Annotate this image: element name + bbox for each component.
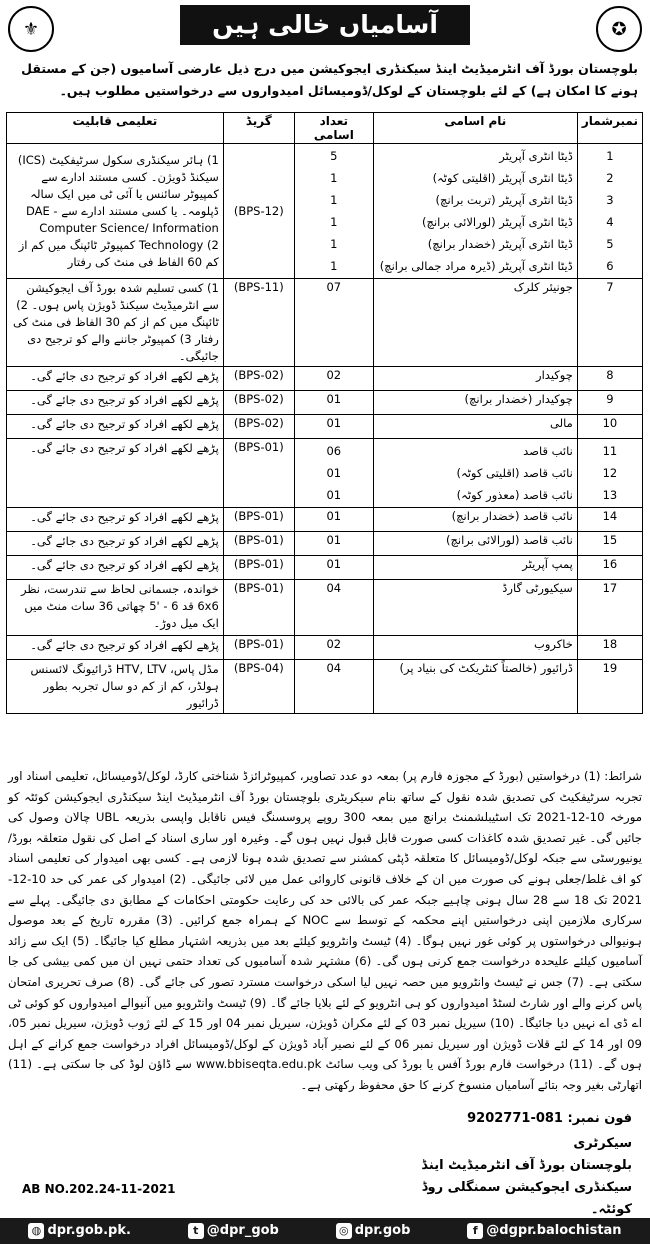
post-cell: ڈرائیور (خالصتاً کنٹریکٹ کی بنیاد پر) [373,660,577,714]
qualification-cell: پڑھے لکھے افراد کو ترجیح دی جائے گی۔ [7,508,224,532]
qualification-cell: پڑھے لکھے افراد کو ترجیح دی جائے گی۔ [7,556,224,580]
header-count: تعداد اسامی [294,113,373,144]
grade-cell: (BPS-01) [223,532,294,556]
table-row [7,508,643,532]
qualification-cell: پڑھے لکھے افراد کو ترجیح دی جائے گی۔ [7,532,224,556]
grade-cell: (BPS-04) [223,660,294,714]
post-cell: مالی [373,415,577,439]
advertisement-reference: AB NO.202.24-11-2021 [22,1182,176,1196]
count-cell: 02 [294,636,373,660]
sn-cell: 1 2 3 4 5 6 [577,144,642,279]
government-emblem-icon: ✪ [596,6,642,52]
sn-cell: 15 [577,532,642,556]
table-row [7,367,643,391]
post-cell: خاکروب [373,636,577,660]
table-row [7,556,643,580]
table-row [7,580,643,636]
count-cell: 5 1 1 1 1 1 [294,144,373,279]
qualification-cell: پڑھے لکھے افراد کو ترجیح دی جائے گی۔ [7,636,224,660]
qualification-cell: پڑھے لکھے افراد کو ترجیح دی جائے گی۔ [7,415,224,439]
vacancies-table [6,112,643,714]
footer-bar [0,1218,650,1244]
sn-cell: 18 [577,636,642,660]
sn-cell: 9 [577,391,642,415]
qualification-cell: 1) ہائر سیکنڈری سکول سرٹیفکیٹ (ICS) سیکنڈ ڈویژن۔ کسی مستند ادارے سے کمپیوٹر سائنس یا آئی ٹی میں ایک سالہ ڈپلومہ۔ یا کسی مستند ادارے سے DAE - Computer Science/ Information Technology (2 کمپیوٹر ٹائپنگ میں کم از کم 60 الفاظ فی منٹ کی رفتار [7,144,224,279]
globe-icon: ◍ [28,1223,44,1239]
table-header-row [7,113,643,144]
count-cell: 01 [294,415,373,439]
header-sn: نمبرشمار [577,113,642,144]
grade-cell: (BPS-11) [223,279,294,367]
grade-cell: (BPS-01) [223,508,294,532]
count-cell: 04 [294,660,373,714]
qualification-cell: خواندہ، جسمانی لحاظ سے تندرست، نظر 6x6 قد 6 - '5 چھاتی 36 سات منٹ میں ایک میل دوڑ۔ [7,580,224,636]
footer-instagram[interactable]: ◎ dpr.gob [336,1223,411,1239]
grade-cell: (BPS-01) [223,580,294,636]
table-row [7,636,643,660]
post-cell: نائب قاصد نائب قاصد (اقلیتی کوٹہ) نائب قاصد (معذور کوٹہ) [373,439,577,508]
count-cell: 07 [294,279,373,367]
sn-cell: 19 [577,660,642,714]
table-row [7,439,643,508]
post-cell: جونیئر کلرک [373,279,577,367]
table-row [7,532,643,556]
count-cell: 06 01 01 [294,439,373,508]
qualification-cell: پڑھے لکھے افراد کو ترجیح دی جائے گی۔ [7,391,224,415]
grade-cell: (BPS-02) [223,415,294,439]
table-row [7,415,643,439]
grade-cell: (BPS-01) [223,636,294,660]
grade-cell: (BPS-01) [223,556,294,580]
intro-text: بلوچستان بورڈ آف انٹرمیڈیٹ اینڈ سیکنڈری ایجوکیشن میں درج ذیل عارضی آسامیوں (جن کے مستقل ہونے کا امکان ہے) کے لئے بلوچستان کے لوکل/ڈومیسائل امیدواروں سے درخواستیں مطلوب ہیں۔ [21,61,638,98]
footer-facebook[interactable]: f @dgpr.balochistan [467,1223,621,1239]
board-seal-icon: ⚜ [8,6,54,52]
sn-cell: 10 [577,415,642,439]
grade-cell: (BPS-02) [223,367,294,391]
sn-cell: 14 [577,508,642,532]
count-cell: 04 [294,580,373,636]
post-cell: چوکیدار [373,367,577,391]
qualification-cell: پڑھے لکھے افراد کو ترجیح دی جائے گی۔ [7,439,224,508]
post-cell: چوکیدار (خضدار برانچ) [373,391,577,415]
grade-cell: (BPS-02) [223,391,294,415]
qualification-cell: پڑھے لکھے افراد کو ترجیح دی جائے گی۔ [7,367,224,391]
sn-cell: 16 [577,556,642,580]
table-row [7,144,643,279]
signature-block [392,1133,632,1221]
signature-org-line1: بلوچستان بورڈ آف انٹرمیڈیٹ اینڈ [421,1158,632,1173]
grade-cell: (BPS-01) [223,439,294,508]
sn-cell: 7 [577,279,642,367]
header-grade: گریڈ [223,113,294,144]
page-title: آسامیاں خالی ہیں [180,5,470,45]
header-qualification: تعلیمی قابلیت [7,113,224,144]
facebook-icon: f [467,1223,483,1239]
post-cell: سیکیورٹی گارڈ [373,580,577,636]
count-cell: 01 [294,532,373,556]
count-cell: 01 [294,391,373,415]
post-cell: نائب قاصد (لورالائی برانچ) [373,532,577,556]
count-cell: 02 [294,367,373,391]
twitter-icon: t [188,1223,204,1239]
phone-number: 081-9202771 [467,1111,563,1126]
count-cell: 01 [294,508,373,532]
qualification-cell: مڈل پاس، HTV, LTV ڈرائیونگ لائسنس ہولڈر، کم از کم دو سال تجربہ بطور ڈرائیور [7,660,224,714]
phone-label: فون نمبر: [567,1111,632,1126]
terms-and-conditions: شرائط: (1) درخواستیں (بورڈ کے مجوزہ فارم پر) بمعہ دو عدد تصاویر، کمپیوٹرائزڈ شناختی کارڈ، لوکل/ڈومیسائل، تعلیمی اسناد اور تجربہ سرٹیفکیٹ کی تصدیق شدہ نقول کے ساتھ بنام سیکریٹری بلوچستان بورڈ آف انٹرمیڈیٹ اینڈ سیکنڈری ایجوکیشن کوئٹہ کو مورخہ 10-12-2021 تک اسٹیبلشمنٹ برانچ میں بمعہ 300 روپے پروسسنگ فیس ناقابل واپسی بذریعہ UBL چالان وصول کی جائیں گی۔ غیر تصدیق شدہ کاغذات کسی صورت قابل قبول نہیں ہوں گے۔ وغیرہ اور ساری اسناد کے اصل کی نقول متعلقہ بورڈ/یونیورسٹی سے جبکہ لوکل/ڈومیسائل کا متعلقہ ڈپٹی کمشنر سے تصدیق شدہ ہونا لازمی ہے۔ کسی بھی امیدوار کی تعلیمی اسناد کو اف غلط/جعلی ہونے کی صورت میں ان کے خلاف قانونی کاروائی عمل میں لائی جائیگی۔ (2) امیدوار کی عمر کی حد 10-12-2021 تک 18 سے 28 سال ہونی چاہیے جبکہ عمر کی بالائی حد کی رعایت حکومتی احکامات کے مطابق دی جائیگی۔ پہلے سے سرکاری ملازمین اپنی درخواستیں اپنے محکمہ کے توسط سے NOC کے ہمراہ جمع کرائیں۔ (3) مقررہ تاریخ کے بعد موصول ہونیوالی درخواستوں پر کوئی غور نہیں ہوگا۔ (4) ٹیسٹ وانٹرویو کیلئے بعد میں بذریعہ اشتہار مطلع کیا جائیگا۔ (5) ایک سے زائد آسامیوں کیلئے علیحدہ درخواست جمع کرنی ہوں گی۔ (6) مشتہر شدہ آسامیوں کی تعداد حتمی نہیں ان میں کمی بیشی کی جا سکتی ہے۔ (7) جس نے ٹیسٹ وانٹرویو میں حصہ نہیں لیا اسکی درخواست مسترد تصور کی جائے گی۔ (8) صرف تحریری امتحان پاس کرنے والے اور شارٹ لسٹڈ امیدواروں کو ہی انٹرویو کے لئے بلایا جائے گا۔ (9) ٹیسٹ وانٹرویو میں آنیوالے امیدواروں کو کوئی ٹی اے ڈی اے نہیں دیا جائیگا۔ (10) سیریل نمبر 03 کے لئے مکران ڈویژن، سیریل نمبر 04 اور 15 کے لئے ژوب ڈویژن، سیریل نمبر 05، 09 اور 14 کے لئے قلات ڈویژن اور سیریل نمبر 06 کے لئے نصیر آباد ڈویژن کے لوکل/ڈومیسائل افراد درخواست جمع کرانے کے اہل ہوں گے۔ (11) درخواست فارم بورڈ آفس یا بورڈ کی ویب سائٹ www.bbiseqta.edu.pk سے ڈاؤن لوڈ کی جا سکتی ہے۔ (11) اتھارٹی بغیر وجہ بتائے آسامیاں منسوخ کرنے کا حق محفوظ رکھتی ہے۔ [8,769,643,1092]
signature-org-line2: سیکنڈری ایجوکیشن سمنگلی روڈ کوئٹہ۔ [421,1180,632,1217]
post-cell: نائب قاصد (خضدار برانچ) [373,508,577,532]
signature-title: سیکرٹری [573,1136,632,1151]
count-cell: 01 [294,556,373,580]
instagram-icon: ◎ [336,1223,352,1239]
footer-website[interactable]: ◍ dpr.gob.pk. [28,1223,130,1239]
sn-cell: 8 [577,367,642,391]
sn-cell: 17 [577,580,642,636]
post-cell: ڈیٹا انٹری آپریٹر ڈیٹا انٹری آپریٹر (اقلیتی کوٹہ) ڈیٹا انٹری آپریٹر (تربت برانچ) ڈیٹا انٹری آپریٹر (لورالائی برانچ) ڈیٹا انٹری آپریٹر (خضدار برانچ) ڈیٹا انٹری آپریٹر (ڈیرہ مراد جمالی برانچ) [373,144,577,279]
footer-twitter[interactable]: t @dpr_gob [188,1223,279,1239]
table-row [7,279,643,367]
table-row [7,660,643,714]
qualification-cell: 1) کسی تسلیم شدہ بورڈ آف ایجوکیشن سے انٹرمیڈیٹ سیکنڈ ڈویژن پاس ہوں۔ 2) ٹائپنگ میں کم از کم 30 الفاظ فی منٹ کی رفتار 3) کمپیوٹر جاننے والے کو ترجیح دی جائیگی۔ [7,279,224,367]
table-row [7,391,643,415]
header-post: نام اسامی [373,113,577,144]
grade-cell: (BPS-12) [223,144,294,279]
phone-line [467,1111,632,1126]
sn-cell: 11 12 13 [577,439,642,508]
post-cell: پمپ آپریٹر [373,556,577,580]
